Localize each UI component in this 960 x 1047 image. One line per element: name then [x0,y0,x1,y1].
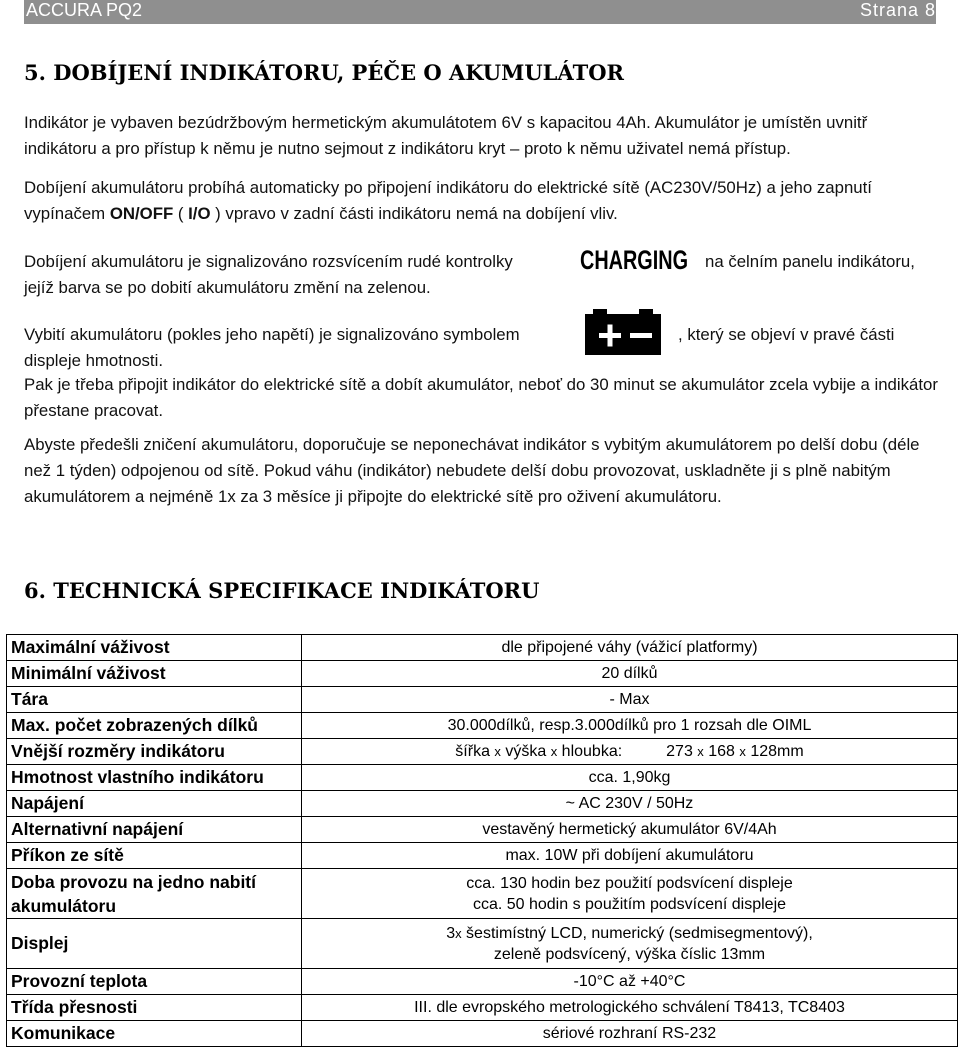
dims-value: 273 [666,743,698,760]
onoff-label: ON/OFF [109,204,174,223]
paragraph-discharge-right: , který se objeví v pravé části [678,325,895,344]
value-line: šestimístný LCD, numerický (sedmisegmentový), [461,924,813,942]
times-sign: x [455,925,462,941]
spec-key: Provozní teplota [7,969,302,995]
page-header [24,0,936,24]
spec-key: Napájení [7,791,302,817]
value-line: cca. 130 hodin bez použití podsvícení displeje [466,874,793,892]
spec-key: Maximální váživost [7,635,302,661]
value-line: cca. 50 hodin s použitím podsvícení displeje [472,895,787,913]
text: ( [173,204,189,223]
table-row [7,995,958,1021]
spec-key: Komunikace [7,1021,302,1047]
spec-key [7,869,302,919]
table-row [7,817,958,843]
spec-value: 30.000dílků, resp.3.000dílků pro 1 rozsah dle OIML [302,713,958,739]
header-title: ACCURA PQ2 [26,0,143,20]
spec-value: sériové rozhraní RS-232 [302,1021,958,1047]
charging-label-icon [578,244,692,274]
spec-value [302,919,958,969]
table-row [7,843,958,869]
spec-key: Hmotnost vlastního indikátoru [7,765,302,791]
paragraph-charging-signal: Dobíjení akumulátoru je signalizováno rozsvícením rudé kontrolky [24,252,513,271]
section-5-title: 5. DOBÍJENÍ INDIKÁTORU, PÉČE O AKUMULÁTOR [24,60,624,85]
spec-value: vestavěný hermetický akumulátor 6V/4Ah [302,817,958,843]
spec-value: 20 dílků [302,661,958,687]
paragraph-discharge-signal: Vybití akumulátoru (pokles jeho napětí) je signalizováno symbolem [24,325,520,344]
times-sign: x [697,744,704,759]
section-6-title: 6. TECHNICKÁ SPECIFIKACE INDIKÁTORU [24,578,540,603]
spec-key: Minimální váživost [7,661,302,687]
spec-key: Max. počet zobrazených dílků [7,713,302,739]
paragraph-charging-auto [24,175,939,227]
spec-table [6,634,958,1047]
spec-key: Příkon ze sítě [7,843,302,869]
times-sign: x [550,744,558,759]
table-row [7,791,958,817]
value-line: 3 [446,924,456,942]
spec-key: Alternativní napájení [7,817,302,843]
text: ) vpravo v zadní části indikátoru nemá na dobíjení vliv. [210,204,618,223]
table-row [7,869,958,919]
spec-key: Tára [7,687,302,713]
text: Dobíjení akumulátoru probíhá automaticky po připojení indikátoru do elektrické sítě (AC230V/50Hz) a jeho zapnutí vypínačem [24,178,872,223]
table-row [7,635,958,661]
spec-value: - Max [302,687,958,713]
charging-text: CHARGING [580,245,688,275]
table-row [7,969,958,995]
dims-value: 128mm [745,743,804,760]
table-row [7,919,958,969]
spec-key: Třída přesnosti [7,995,302,1021]
times-sign: x [494,744,501,759]
dims-label: hloubka: [557,743,623,760]
spec-value-dimensions [302,739,958,765]
spec-value: ~ AC 230V / 50Hz [302,791,958,817]
dims-label: šířka [455,743,495,760]
spec-value: cca. 1,90kg [302,765,958,791]
page-number: Strana 8 [859,0,936,20]
table-row [7,713,958,739]
spec-value: -10°C až +40°C [302,969,958,995]
spec-key: Displej [7,919,302,969]
spec-value: max. 10W při dobíjení akumulátoru [302,843,958,869]
paragraph-discharge-display: displeje hmotnosti. [24,351,163,370]
spec-value: III. dle evropského metrologického schválení T8413, TC8403 [302,995,958,1021]
spec-value: dle připojené váhy (vážicí platformy) [302,635,958,661]
paragraph-charging-color: jejíž barva se po dobití akumulátoru změní na zelenou. [24,278,431,297]
table-row [7,661,958,687]
spec-key: Vnější rozměry indikátoru [7,739,302,765]
key-line: akumulátoru [11,895,117,916]
paragraph-charging-panel: na čelním panelu indikátoru, [705,252,915,271]
table-row [7,739,958,765]
table-row [7,687,958,713]
dims-value: 168 [703,743,740,760]
io-label: I/O [188,204,211,223]
paragraph-storage: Abyste předešli zničení akumulátoru, doporučuje se neponechávat indikátor s vybitým akumulátorem po delší dobu (déle než 1 týden) odpojenou od sítě. Pokud váhu (indikátor) nebudete delší dobu provozovat, uskladněte ji s plně nabitým akumulátorem a nejméně 1x za 3 měsíce ji připojte do elektrické sítě pro oživení akumulátoru. [24,435,920,506]
table-row [7,765,958,791]
spec-value [302,869,958,919]
table-row [7,1021,958,1047]
key-line: Doba provozu na jedno nabití [11,871,256,892]
times-sign: x [739,744,746,759]
paragraph-battery-info: Indikátor je vybaven bezúdržbovým hermetickým akumulátotem 6V s kapacitou 4Ah. Akumulátor je umístěn uvnitř indikátoru a pro přístup k němu je nutno sejmout z indikátoru kryt – proto k němu uživatel nemá přístup. [24,113,868,158]
dims-label: výška [500,743,551,760]
paragraph-recharge: Pak je třeba připojit indikátor do elektrické sítě a dobít akumulátor, neboť do 30 minut se akumulátor zcela vybije a indikátor přestane pracovat. [24,375,938,420]
dimensions [455,741,803,762]
value-line: zeleně podsvícený, výška číslic 13mm [493,945,766,963]
